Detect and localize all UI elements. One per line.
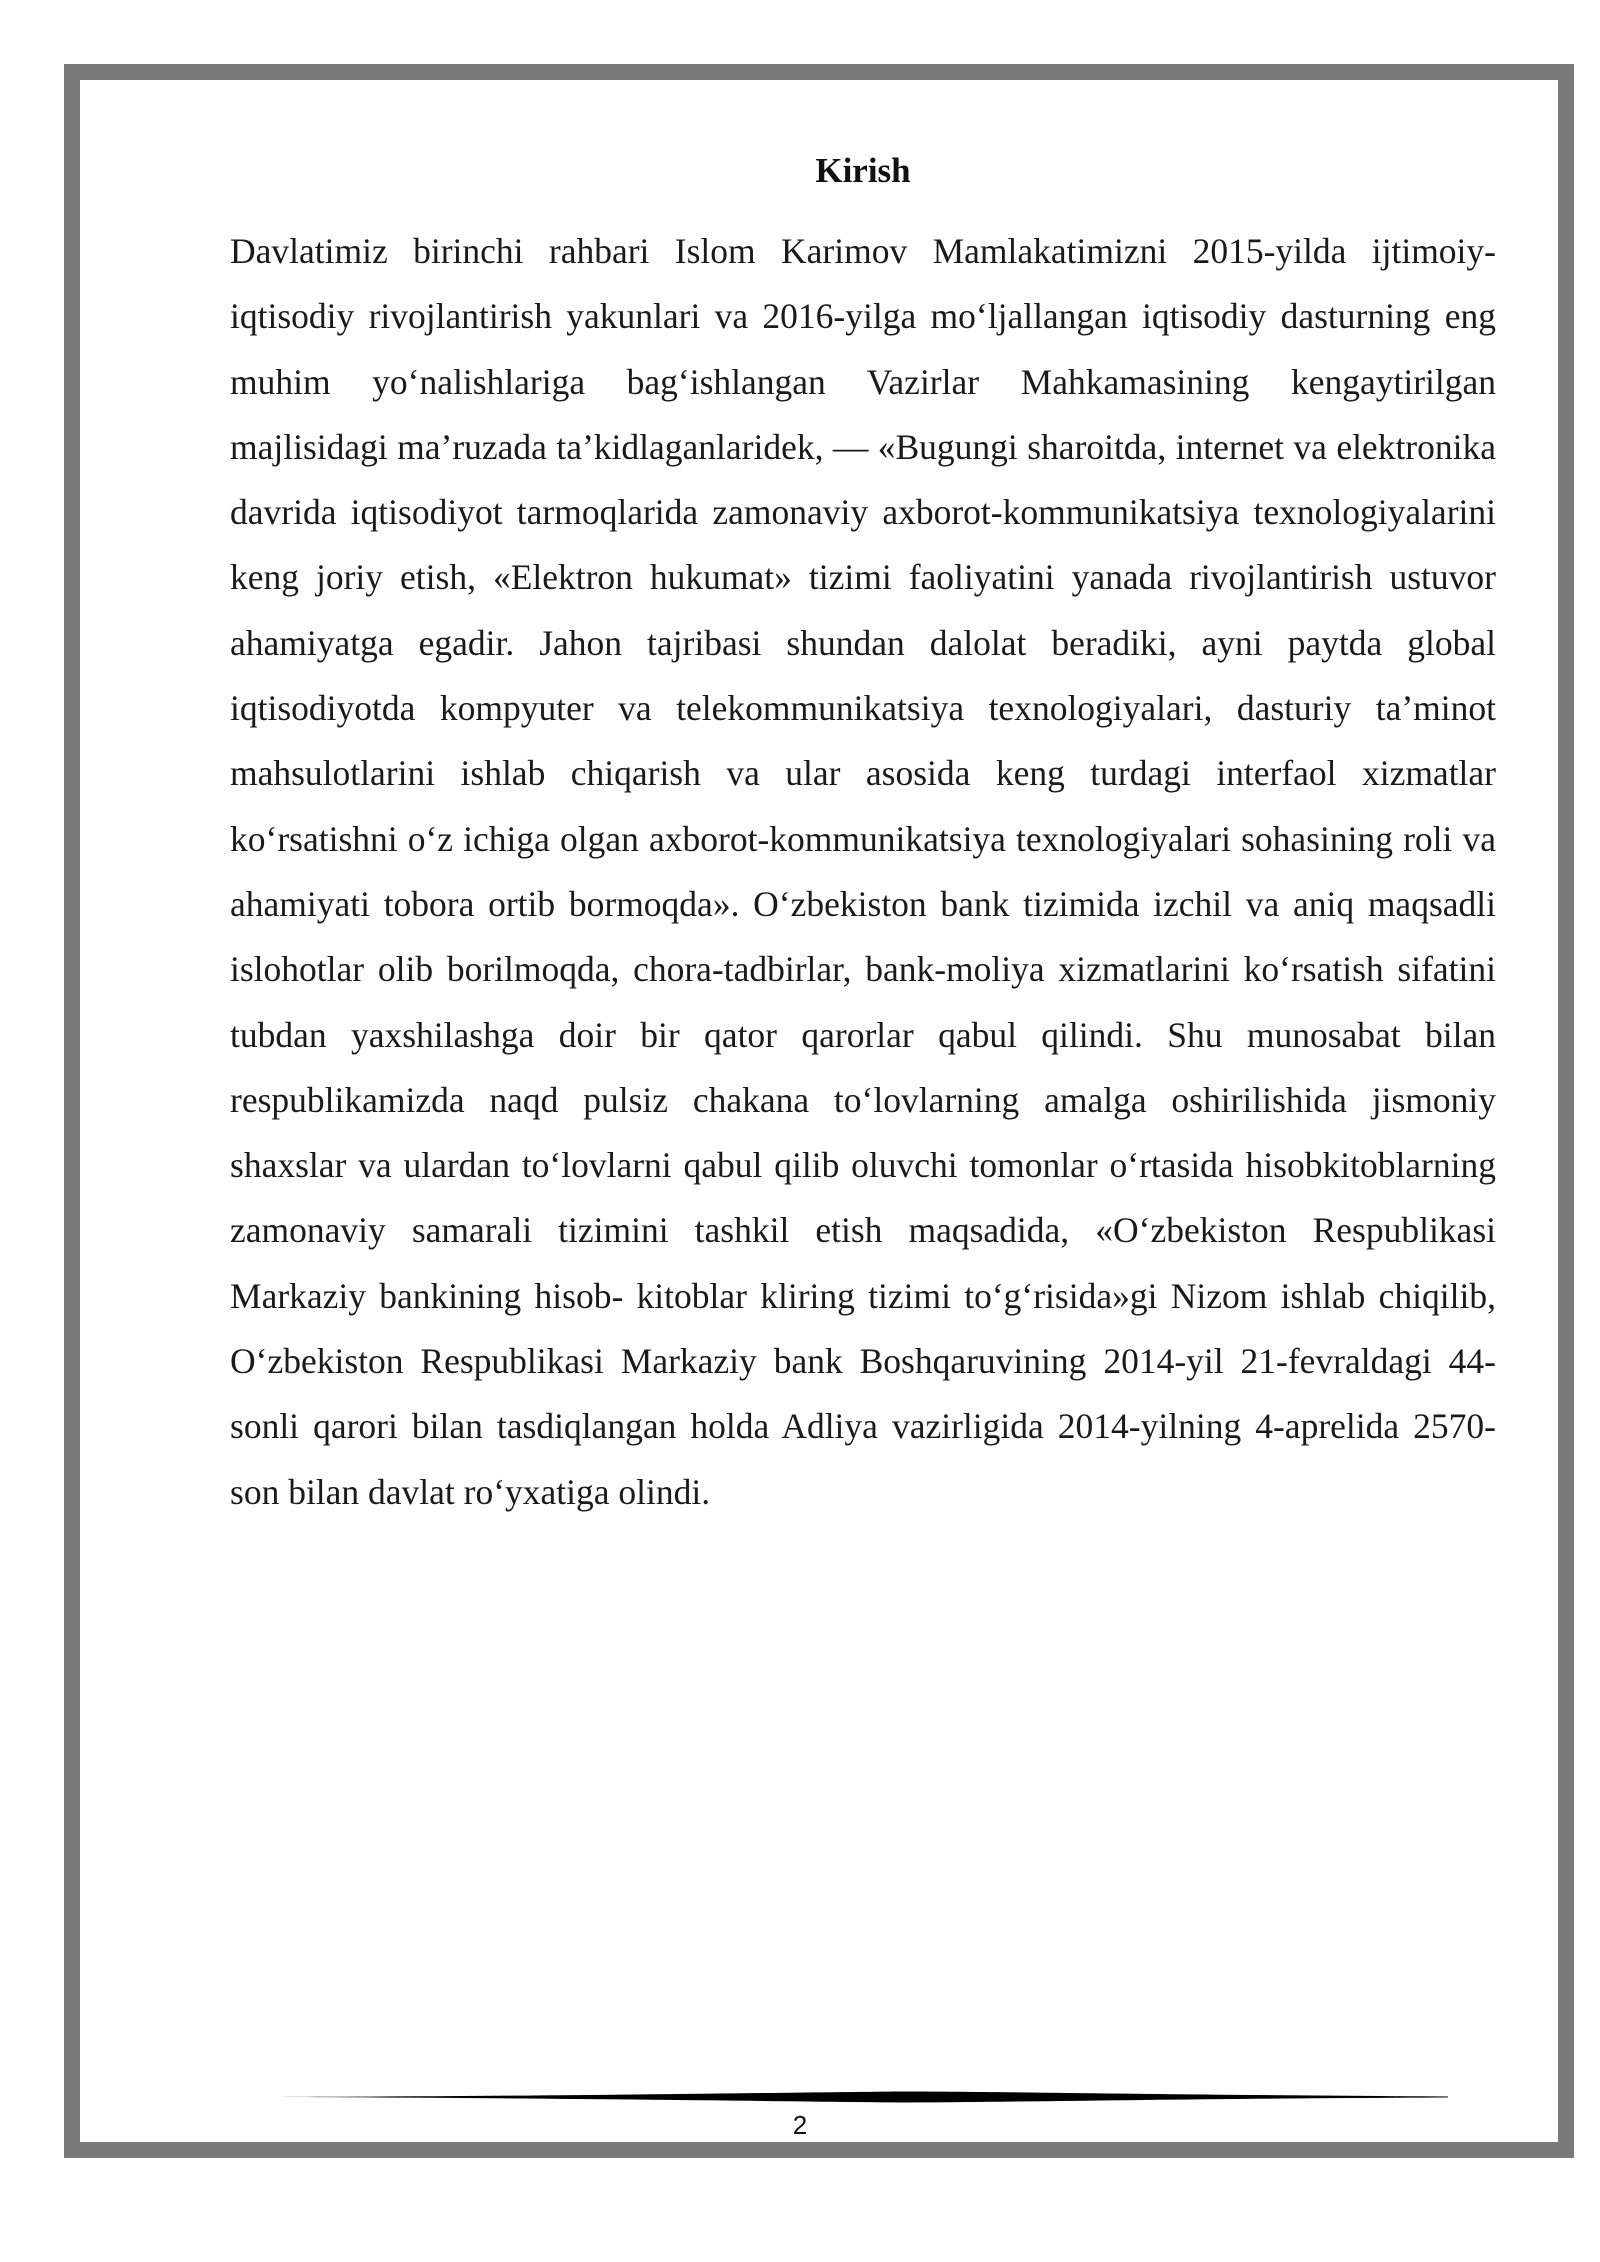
- body-paragraph: Davlatimiz birinchi rahbari Islom Karimov Mamlakatimizni 2015-yilda ijtimoiy-iqtisodiy rivojlantirish yakunlari va 2016-yilga mo‘ljallangan iqtisodiy dasturning eng muhim yo‘nalishlariga bag‘ishlangan Vazirlar Mahkamasining kengaytirilgan majlisidagi ma’ruzada ta’kidlaganlaridek, — «Bugungi sharoitda, internet va elektronika davrida iqtisodiyot tarmoqlarida zamonaviy axborot-kommunikatsiya texnologiyalarini keng joriy etish, «Elektron hukumat» tizimi faoliyatini yanada rivojlantirish ustuvor ahamiyatga egadir. Jahon tajribasi shundan dalolat beradiki, ayni paytda global iqtisodiyotda kompyuter va telekommunikatsiya texnologiyalari, dasturiy ta’minot mahsulotlarini ishlab chiqarish va ular asosida keng turdagi interfaol xizmatlar ko‘rsatishni o‘z ichiga olgan axborot-kommunikatsiya texnologiyalari sohasining roli va ahamiyati tobora ortib bormoqda». O‘zbekiston bank tizimida izchil va aniq maqsadli islohotlar olib borilmoqda, chora-tadbirlar, bank-moliya xizmatlarini ko‘rsatish sifatini tubdan yaxshilashga doir bir qator qarorlar qabul qilindi. Shu munosabat bilan respublikamizda naqd pulsiz chakana to‘lovlarning amalga oshirilishida jismoniy shaxslar va ulardan to‘lovlarni qabul qilib oluvchi tomonlar o‘rtasida hisobkitoblarning zamonaviy samarali tizimini tashkil etish maqsadida, «O‘zbekiston Respublikasi Markaziy bankining hisob- kitoblar kliring tizimi to‘g‘risida»gi Nizom ishlab chiqilib, O‘zbekiston Respublikasi Markaziy bank Boshqaruvining 2014-yil 21-fevraldagi 44-sonli qarori bilan tasdiqlangan holda Adliya vazirligida 2014-yilning 4-aprelida 2570-son bilan davlat ro‘yxatiga olindi.: [230, 231, 1496, 1512]
- page-number: 2: [792, 2110, 808, 2140]
- page-content: [230, 145, 1496, 1525]
- footer-decorative-rule: [278, 2089, 1448, 2105]
- section-title: Kirish: [815, 151, 911, 190]
